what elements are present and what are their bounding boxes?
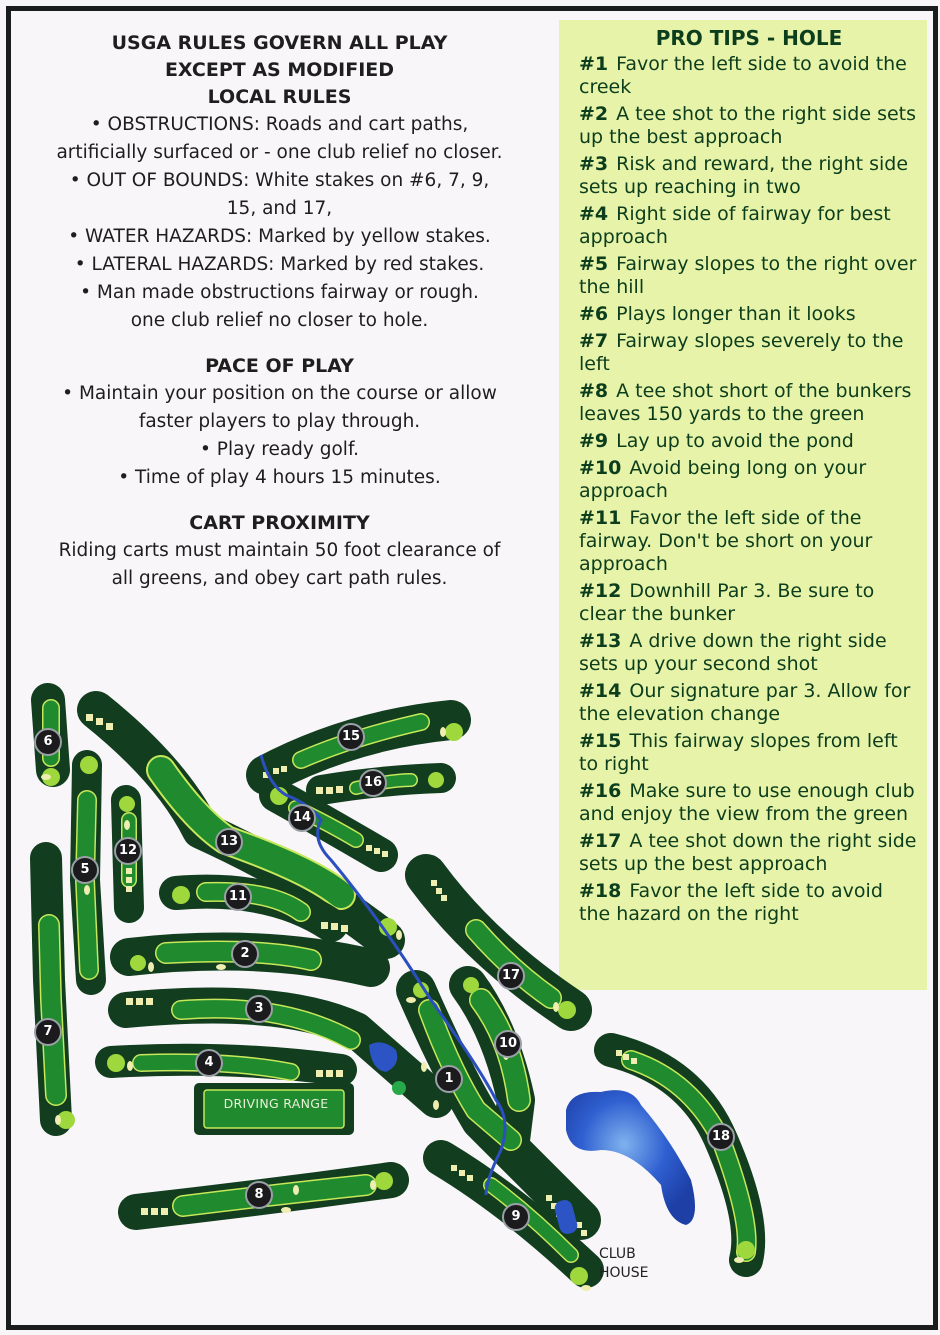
tip-hole-number: #11	[579, 507, 622, 529]
tip-text: A tee shot short of the bunkers leaves 150 yards to the green	[579, 380, 912, 425]
tip-text: A tee shot to the right side sets up the best approach	[579, 103, 917, 148]
tip-text: Fairway slopes to the right over the hill	[579, 253, 917, 298]
hole-badge-17: 17	[497, 962, 525, 990]
hole-badge-14: 14	[288, 804, 316, 832]
hole-badge-7: 7	[34, 1018, 62, 1046]
hole-badge-5: 5	[71, 856, 99, 884]
hole-badge-6: 6	[34, 728, 62, 756]
hole-badge-1: 1	[435, 1065, 463, 1093]
hole-badge-16: 16	[359, 769, 387, 797]
tip-item	[579, 430, 919, 453]
pace-of-play-section	[12, 353, 547, 492]
tip-text: Right side of fairway for best approach	[579, 203, 891, 248]
tip-item	[579, 103, 919, 149]
tip-hole-number: #3	[579, 153, 609, 175]
tip-hole-number: #10	[579, 457, 622, 479]
hole-badge-8: 8	[245, 1181, 273, 1209]
tip-text: Plays longer than it looks	[616, 303, 856, 325]
tip-hole-number: #7	[579, 330, 609, 352]
tip-text: Risk and reward, the right side sets up reaching in two	[579, 153, 909, 198]
local-rule-line: • OBSTRUCTIONS: Roads and cart paths,	[90, 114, 469, 135]
tip-item	[579, 630, 919, 676]
pace-line: faster players to play through.	[138, 411, 421, 432]
clubhouse-label-line-1: CLUB	[599, 1246, 636, 1262]
local-rule-line: • OUT OF BOUNDS: White stakes on #6, 7, 9,	[69, 170, 490, 191]
rules-column	[12, 30, 547, 611]
tip-hole-number: #6	[579, 303, 609, 325]
rules-heading-line-1: USGA RULES GOVERN ALL PLAY	[111, 32, 448, 54]
pace-line: • Time of play 4 hours 15 minutes.	[118, 467, 441, 488]
rules-heading-line-2: EXCEPT AS MODIFIED	[164, 59, 395, 81]
tip-text: Lay up to avoid the pond	[616, 430, 854, 452]
hole-badge-2: 2	[231, 940, 259, 968]
tip-text: Avoid being long on your approach	[579, 457, 867, 502]
tip-text: Our signature par 3. Allow for the elevation change	[579, 680, 911, 725]
tip-hole-number: #1	[579, 53, 609, 75]
local-rule-line: • Man made obstructions fairway or rough.	[80, 282, 479, 303]
tip-item	[579, 330, 919, 376]
local-rule-line: artificially surfaced or - one club relief no closer.	[56, 142, 503, 163]
tip-item	[579, 507, 919, 576]
tip-hole-number: #4	[579, 203, 609, 225]
tip-hole-number: #8	[579, 380, 609, 402]
hole-badge-9: 9	[502, 1203, 530, 1231]
tip-hole-number: #17	[579, 830, 622, 852]
tip-text: Make sure to use enough club and enjoy the view from the green	[579, 780, 915, 825]
tip-text: Fairway slopes severely to the left	[579, 330, 904, 375]
hole-badge-3: 3	[245, 995, 273, 1023]
tip-item	[579, 380, 919, 426]
tip-item	[579, 580, 919, 626]
driving-range-label: DRIVING RANGE	[223, 1096, 329, 1111]
local-rules-section	[12, 30, 547, 335]
tip-hole-number: #5	[579, 253, 609, 275]
tip-hole-number: #15	[579, 730, 622, 752]
clubhouse-label	[599, 1245, 649, 1283]
hole-badge-10: 10	[494, 1030, 522, 1058]
cart-proximity-section	[12, 510, 547, 593]
tip-hole-number: #13	[579, 630, 622, 652]
tip-item	[579, 303, 919, 326]
tip-item	[579, 153, 919, 199]
local-rule-line: • LATERAL HAZARDS: Marked by red stakes.	[74, 254, 485, 275]
tip-item	[579, 253, 919, 299]
tip-hole-number: #16	[579, 780, 622, 802]
hole-badge-4: 4	[195, 1049, 223, 1077]
clubhouse-label-line-2: HOUSE	[599, 1265, 649, 1281]
tip-text: Favor the left side of the fairway. Don't be short on your approach	[579, 507, 873, 575]
tip-hole-number: #18	[579, 880, 622, 902]
tip-text: Favor the left side to avoid the hazard on the right	[579, 880, 883, 925]
course-map	[11, 680, 928, 1320]
hole-badge-12: 12	[114, 837, 142, 865]
course-map-graphic	[11, 680, 928, 1320]
local-rule-line: one club relief no closer to hole.	[130, 310, 429, 331]
hole-badge-11: 11	[224, 883, 252, 911]
cart-line: all greens, and obey cart path rules.	[111, 568, 448, 589]
hole-badge-18: 18	[707, 1123, 735, 1151]
rules-heading-line-3: LOCAL RULES	[207, 86, 352, 108]
tip-item	[579, 53, 919, 99]
tip-text: Downhill Par 3. Be sure to clear the bunker	[579, 580, 875, 625]
local-rule-line: 15, and 17,	[226, 198, 333, 219]
hole-badge-15: 15	[337, 723, 365, 751]
local-rule-line: • WATER HAZARDS: Marked by yellow stakes.	[68, 226, 491, 247]
pro-tips-title: PRO TIPS - HOLE	[655, 26, 843, 50]
tip-item	[579, 457, 919, 503]
pace-of-play-title: PACE OF PLAY	[205, 355, 354, 377]
tip-text: This fairway slopes from left to right	[579, 730, 898, 775]
cart-line: Riding carts must maintain 50 foot clearance of	[58, 540, 501, 561]
hole-badge-13: 13	[215, 828, 243, 856]
pace-line: • Play ready golf.	[200, 439, 359, 460]
tip-hole-number: #2	[579, 103, 609, 125]
tip-hole-number: #12	[579, 580, 622, 602]
tip-hole-number: #14	[579, 680, 622, 702]
tip-item	[579, 203, 919, 249]
tip-text: Favor the left side to avoid the creek	[579, 53, 907, 98]
tip-text: A tee shot down the right side sets up the best approach	[579, 830, 917, 875]
tip-hole-number: #9	[579, 430, 609, 452]
tip-text: A drive down the right side sets up your second shot	[579, 630, 887, 675]
cart-proximity-title: CART PROXIMITY	[189, 512, 370, 534]
pace-line: • Maintain your position on the course or allow	[62, 383, 497, 404]
